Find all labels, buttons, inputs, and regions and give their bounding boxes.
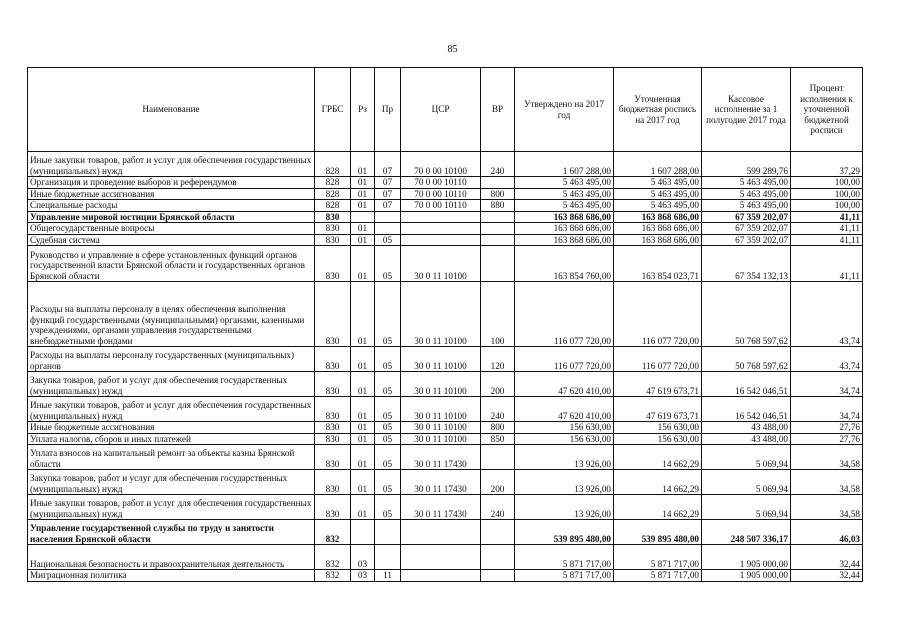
cell-pr [375, 520, 401, 545]
table-row [28, 570, 863, 582]
cell-approved: 5 463 495,00 [515, 188, 614, 200]
cell-csr: 70 0 00 10100 [401, 152, 481, 177]
cell-rz: 03 [351, 570, 375, 582]
cell-cash: 5 463 495,00 [702, 177, 791, 189]
cell-percent: 34,58 [791, 445, 863, 470]
cell-name: Иные закупки товаров, работ и услуг для обеспечения государственных (муниципальных) нужд [28, 152, 315, 177]
cell-grbs: 830 [315, 495, 351, 520]
table-row [28, 188, 863, 200]
cell-pr: 07 [375, 152, 401, 177]
table-body [28, 152, 863, 582]
cell-cash: 599 289,76 [702, 152, 791, 177]
cell-csr: 30 0 11 10100 [401, 397, 481, 422]
cell-csr [401, 223, 481, 235]
cell-refined: 5 871 717,00 [614, 570, 702, 582]
table-row [28, 177, 863, 189]
cell-name: Национальная безопасность и правоохранительная деятельность [28, 545, 315, 570]
header-vr: ВР [481, 68, 515, 152]
table-row [28, 234, 863, 246]
cell-vr [481, 211, 515, 223]
table-row [28, 200, 863, 212]
cell-name: Иные бюджетные ассигнования [28, 422, 315, 434]
table-row [28, 372, 863, 397]
cell-cash: 50 768 597,62 [702, 282, 791, 347]
cell-name: Управление государственной службы по труду и занятости населения Брянской области [28, 520, 315, 545]
cell-csr: 70 0 00 10110 [401, 188, 481, 200]
cell-refined: 5 463 495,00 [614, 177, 702, 189]
cell-csr [401, 234, 481, 246]
cell-approved: 13 926,00 [515, 445, 614, 470]
cell-pr: 07 [375, 200, 401, 212]
table-row [28, 223, 863, 235]
cell-percent: 43,74 [791, 282, 863, 347]
cell-refined: 5 463 495,00 [614, 188, 702, 200]
cell-refined: 47 619 673,71 [614, 397, 702, 422]
cell-csr: 30 0 11 10100 [401, 246, 481, 282]
cell-pr [375, 545, 401, 570]
cell-pr [375, 223, 401, 235]
cell-vr: 880 [481, 200, 515, 212]
cell-grbs: 828 [315, 188, 351, 200]
cell-approved: 5 463 495,00 [515, 177, 614, 189]
cell-vr [481, 246, 515, 282]
cell-rz: 01 [351, 433, 375, 445]
cell-cash: 5 463 495,00 [702, 188, 791, 200]
cell-approved: 163 868 686,00 [515, 234, 614, 246]
cell-refined: 14 662,29 [614, 470, 702, 495]
cell-cash: 43 488,00 [702, 422, 791, 434]
cell-pr: 07 [375, 188, 401, 200]
cell-name: Расходы на выплаты персоналу государственных (муниципальных) органов [28, 347, 315, 372]
cell-csr [401, 211, 481, 223]
cell-pr: 05 [375, 433, 401, 445]
cell-grbs: 828 [315, 177, 351, 189]
cell-percent: 34,58 [791, 495, 863, 520]
cell-name: Управление мировой юстиции Брянской области [28, 211, 315, 223]
cell-refined: 5 463 495,00 [614, 200, 702, 212]
cell-grbs: 830 [315, 211, 351, 223]
cell-csr: 30 0 11 10100 [401, 433, 481, 445]
cell-refined: 1 607 288,00 [614, 152, 702, 177]
header-percent: Процент исполнения к уточненной бюджетной росписи [791, 68, 863, 152]
header-cash: Кассовое исполнение за 1 полугодие 2017 года [702, 68, 791, 152]
cell-cash: 67 359 202,07 [702, 211, 791, 223]
cell-vr: 800 [481, 422, 515, 434]
cell-approved: 156 630,00 [515, 422, 614, 434]
cell-refined: 116 077 720,00 [614, 282, 702, 347]
cell-rz: 01 [351, 188, 375, 200]
cell-refined: 163 854 023,71 [614, 246, 702, 282]
cell-approved: 1 607 288,00 [515, 152, 614, 177]
cell-name: Миграционная политика [28, 570, 315, 582]
table-row [28, 495, 863, 520]
cell-approved: 539 895 480,00 [515, 520, 614, 545]
cell-grbs: 830 [315, 433, 351, 445]
cell-csr: 30 0 11 10100 [401, 347, 481, 372]
table-row [28, 422, 863, 434]
cell-grbs: 830 [315, 282, 351, 347]
cell-pr: 11 [375, 570, 401, 582]
cell-vr: 240 [481, 495, 515, 520]
table-row [28, 545, 863, 570]
cell-rz: 01 [351, 234, 375, 246]
cell-percent: 41,11 [791, 234, 863, 246]
cell-name: Иные бюджетные ассигнования [28, 188, 315, 200]
table-row [28, 470, 863, 495]
cell-vr [481, 234, 515, 246]
cell-approved: 13 926,00 [515, 495, 614, 520]
cell-name: Расходы на выплаты персоналу в целях обеспечения выполнения функций государственными (муниципальными) органами, казенными учреждениями, органами управления государственными внебюджетными фондами [28, 282, 315, 347]
cell-grbs: 830 [315, 234, 351, 246]
table-row [28, 211, 863, 223]
cell-csr: 30 0 11 17430 [401, 470, 481, 495]
cell-approved: 13 926,00 [515, 470, 614, 495]
cell-approved: 5 871 717,00 [515, 545, 614, 570]
cell-rz [351, 211, 375, 223]
cell-vr: 200 [481, 372, 515, 397]
header-row [28, 68, 863, 152]
cell-cash: 50 768 597,62 [702, 347, 791, 372]
cell-pr: 05 [375, 470, 401, 495]
cell-refined: 156 630,00 [614, 422, 702, 434]
page-number: 85 [447, 44, 458, 55]
cell-vr: 240 [481, 397, 515, 422]
cell-rz: 01 [351, 422, 375, 434]
cell-percent: 100,00 [791, 188, 863, 200]
cell-cash: 67 359 202,07 [702, 234, 791, 246]
cell-percent: 100,00 [791, 177, 863, 189]
cell-rz: 01 [351, 177, 375, 189]
cell-grbs: 830 [315, 422, 351, 434]
cell-refined: 14 662,29 [614, 495, 702, 520]
cell-approved: 47 620 410,00 [515, 372, 614, 397]
cell-vr: 850 [481, 433, 515, 445]
cell-refined: 14 662,29 [614, 445, 702, 470]
cell-approved: 5 871 717,00 [515, 570, 614, 582]
cell-grbs: 830 [315, 470, 351, 495]
cell-name: Иные закупки товаров, работ и услуг для обеспечения государственных (муниципальных) нужд [28, 495, 315, 520]
cell-refined: 5 871 717,00 [614, 545, 702, 570]
cell-pr: 05 [375, 282, 401, 347]
cell-grbs: 832 [315, 520, 351, 545]
cell-refined: 47 619 673,71 [614, 372, 702, 397]
cell-csr: 30 0 11 10100 [401, 282, 481, 347]
cell-cash: 43 488,00 [702, 433, 791, 445]
cell-percent: 34,74 [791, 372, 863, 397]
table-row [28, 347, 863, 372]
cell-refined: 163 868 686,00 [614, 234, 702, 246]
cell-vr [481, 177, 515, 189]
cell-rz: 01 [351, 372, 375, 397]
cell-rz: 01 [351, 470, 375, 495]
cell-csr: 70 0 00 10110 [401, 177, 481, 189]
cell-rz: 03 [351, 545, 375, 570]
table-row [28, 152, 863, 177]
cell-csr [401, 520, 481, 545]
cell-percent: 41,11 [791, 211, 863, 223]
cell-cash: 5 463 495,00 [702, 200, 791, 212]
cell-name: Судебная система [28, 234, 315, 246]
cell-pr: 05 [375, 372, 401, 397]
cell-pr: 05 [375, 445, 401, 470]
cell-name: Закупка товаров, работ и услуг для обеспечения государственных (муниципальных) нужд [28, 372, 315, 397]
cell-pr: 05 [375, 397, 401, 422]
cell-cash: 67 354 132,13 [702, 246, 791, 282]
header-approved: Утверждено на 2017 год [515, 68, 614, 152]
cell-percent: 34,74 [791, 397, 863, 422]
cell-cash: 67 359 202,07 [702, 223, 791, 235]
cell-cash: 248 507 336,17 [702, 520, 791, 545]
cell-pr: 05 [375, 347, 401, 372]
cell-rz: 01 [351, 246, 375, 282]
cell-approved: 156 630,00 [515, 433, 614, 445]
cell-percent: 34,58 [791, 470, 863, 495]
cell-grbs: 830 [315, 397, 351, 422]
cell-cash: 16 542 046,51 [702, 397, 791, 422]
header-rz: Рз [351, 68, 375, 152]
cell-grbs: 830 [315, 246, 351, 282]
cell-vr: 100 [481, 282, 515, 347]
cell-pr [375, 211, 401, 223]
cell-csr: 30 0 11 10100 [401, 372, 481, 397]
cell-rz: 01 [351, 282, 375, 347]
cell-grbs: 832 [315, 545, 351, 570]
cell-pr: 05 [375, 495, 401, 520]
table-row [28, 445, 863, 470]
header-refined: Уточненная бюджетная роспись на 2017 год [614, 68, 702, 152]
cell-rz: 01 [351, 347, 375, 372]
cell-percent: 27,76 [791, 433, 863, 445]
cell-cash: 1 905 000,00 [702, 545, 791, 570]
cell-vr [481, 570, 515, 582]
cell-percent: 27,76 [791, 422, 863, 434]
cell-vr [481, 445, 515, 470]
cell-percent: 41,11 [791, 246, 863, 282]
cell-vr [481, 545, 515, 570]
table-row [28, 433, 863, 445]
table-row [28, 397, 863, 422]
cell-approved: 163 868 686,00 [515, 211, 614, 223]
cell-vr: 800 [481, 188, 515, 200]
cell-grbs: 828 [315, 200, 351, 212]
cell-approved: 5 463 495,00 [515, 200, 614, 212]
cell-vr: 200 [481, 470, 515, 495]
cell-vr [481, 520, 515, 545]
cell-vr: 240 [481, 152, 515, 177]
cell-name: Уплата налогов, сборов и иных платежей [28, 433, 315, 445]
cell-cash: 5 069,94 [702, 470, 791, 495]
cell-grbs: 832 [315, 570, 351, 582]
cell-approved: 47 620 410,00 [515, 397, 614, 422]
header-pr: Пр [375, 68, 401, 152]
cell-refined: 163 868 686,00 [614, 211, 702, 223]
cell-grbs: 830 [315, 372, 351, 397]
cell-rz: 01 [351, 200, 375, 212]
cell-rz: 01 [351, 152, 375, 177]
cell-name: Организация и проведение выборов и референдумов [28, 177, 315, 189]
cell-percent: 43,74 [791, 347, 863, 372]
table-row [28, 246, 863, 282]
cell-approved: 116 077 720,00 [515, 282, 614, 347]
cell-name: Специальные расходы [28, 200, 315, 212]
cell-rz: 01 [351, 223, 375, 235]
table-row [28, 520, 863, 545]
cell-vr: 120 [481, 347, 515, 372]
cell-pr: 05 [375, 246, 401, 282]
cell-name: Общегосударственные вопросы [28, 223, 315, 235]
header-csr: ЦСР [401, 68, 481, 152]
header-name: Наименование [28, 68, 315, 152]
table-row [28, 282, 863, 347]
cell-approved: 163 854 760,00 [515, 246, 614, 282]
cell-grbs: 830 [315, 445, 351, 470]
cell-name: Закупка товаров, работ и услуг для обеспечения государственных (муниципальных) нужд [28, 470, 315, 495]
budget-table [27, 67, 863, 582]
cell-refined: 156 630,00 [614, 433, 702, 445]
cell-csr: 30 0 11 17430 [401, 445, 481, 470]
cell-percent: 37,29 [791, 152, 863, 177]
cell-percent: 32,44 [791, 570, 863, 582]
cell-cash: 5 069,94 [702, 495, 791, 520]
cell-rz: 01 [351, 397, 375, 422]
cell-name: Уплата взносов на капитальный ремонт за объекты казны Брянской области [28, 445, 315, 470]
cell-approved: 163 868 686,00 [515, 223, 614, 235]
cell-rz: 01 [351, 445, 375, 470]
cell-name: Иные закупки товаров, работ и услуг для обеспечения государственных (муниципальных) нужд [28, 397, 315, 422]
cell-rz [351, 520, 375, 545]
cell-refined: 539 895 480,00 [614, 520, 702, 545]
cell-csr [401, 545, 481, 570]
cell-cash: 16 542 046,51 [702, 372, 791, 397]
cell-grbs: 830 [315, 347, 351, 372]
cell-cash: 5 069,94 [702, 445, 791, 470]
cell-vr [481, 223, 515, 235]
cell-refined: 163 868 686,00 [614, 223, 702, 235]
cell-pr: 07 [375, 177, 401, 189]
cell-cash: 1 905 000,00 [702, 570, 791, 582]
cell-csr: 30 0 11 10100 [401, 422, 481, 434]
cell-pr: 05 [375, 422, 401, 434]
cell-pr: 05 [375, 234, 401, 246]
cell-percent: 100,00 [791, 200, 863, 212]
cell-rz: 01 [351, 495, 375, 520]
cell-grbs: 828 [315, 152, 351, 177]
cell-name: Руководство и управление в сфере установленных функций органов государственной власти Брянской области и государственных органов Брянской области [28, 246, 315, 282]
cell-percent: 32,44 [791, 545, 863, 570]
cell-grbs: 830 [315, 223, 351, 235]
cell-csr [401, 570, 481, 582]
cell-csr: 30 0 11 17430 [401, 495, 481, 520]
cell-csr: 70 0 00 10110 [401, 200, 481, 212]
cell-percent: 46,03 [791, 520, 863, 545]
header-grbs: ГРБС [315, 68, 351, 152]
cell-percent: 41,11 [791, 223, 863, 235]
cell-approved: 116 077 720,00 [515, 347, 614, 372]
cell-refined: 116 077 720,00 [614, 347, 702, 372]
